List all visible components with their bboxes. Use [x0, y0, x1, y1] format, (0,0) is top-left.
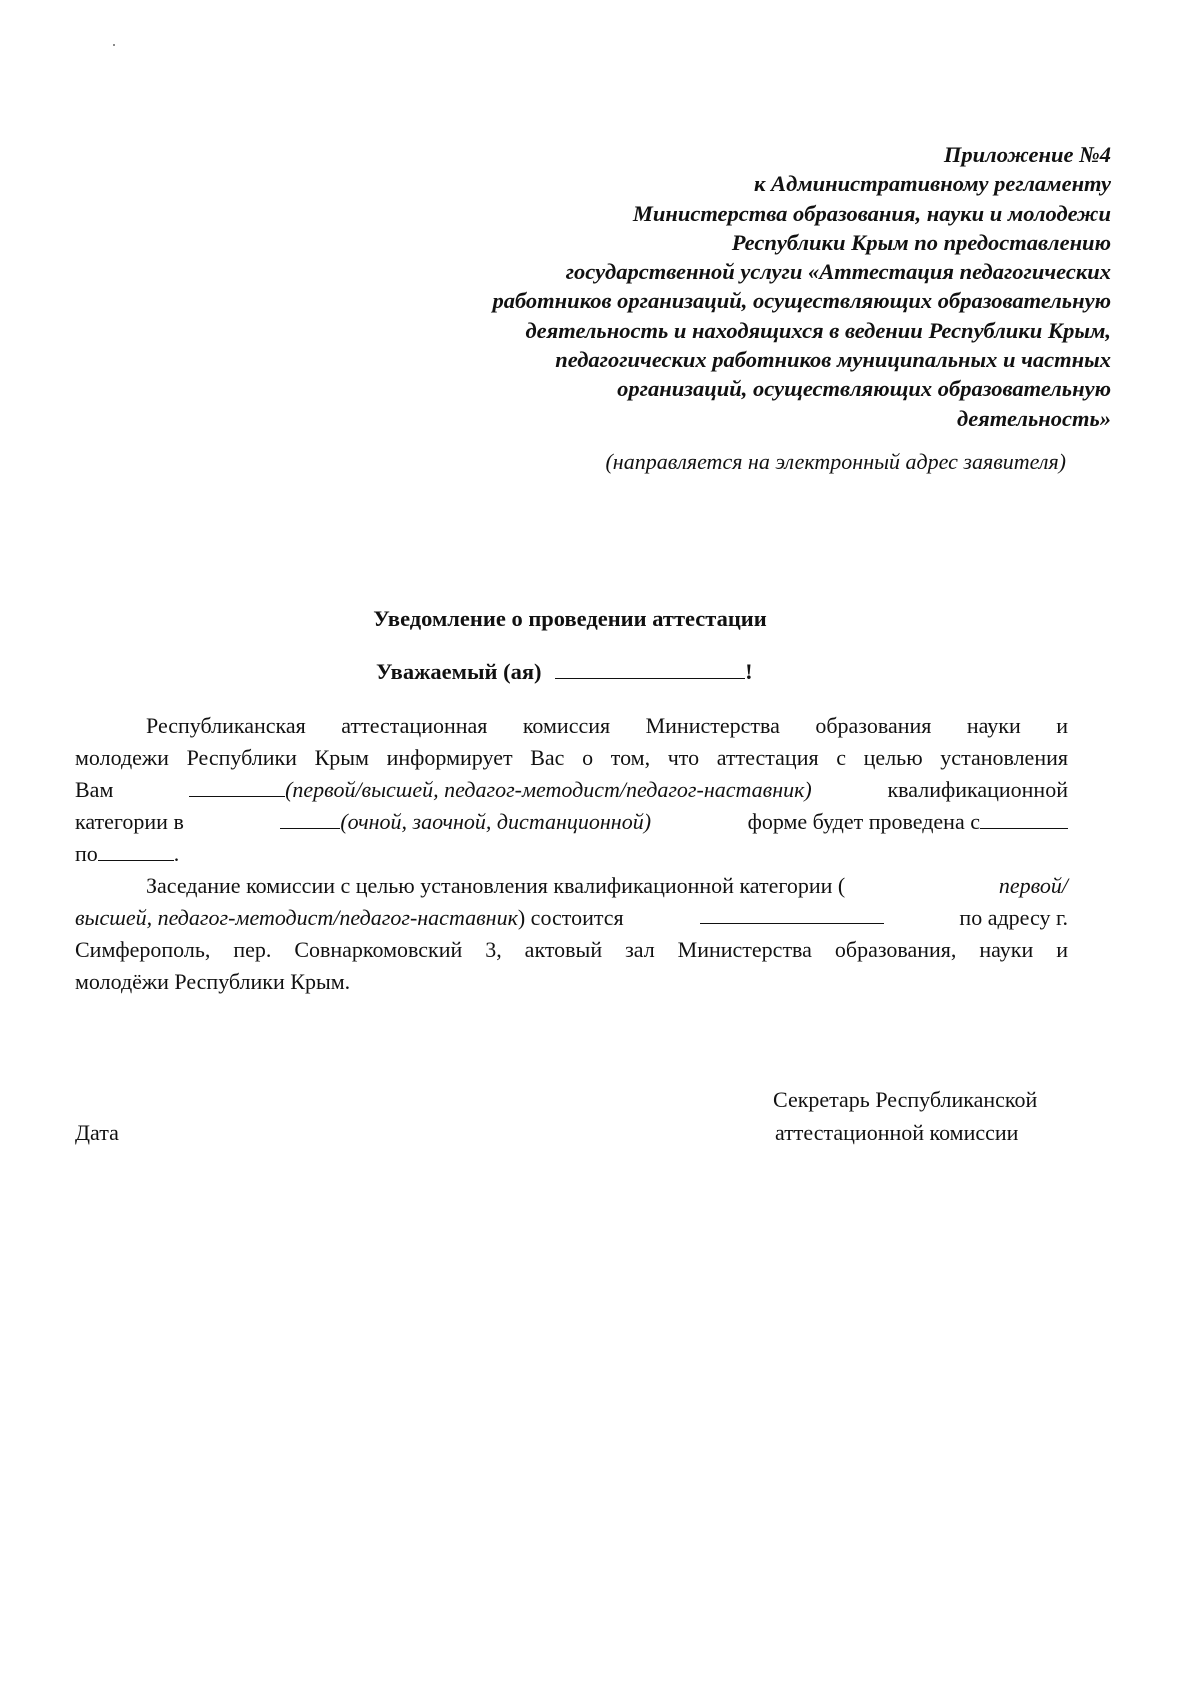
document-title: Уведомление о проведении аттестации — [373, 606, 767, 631]
form-blank[interactable] — [280, 810, 340, 829]
recipient-name-blank[interactable] — [555, 660, 745, 679]
category-options: (первой/высшей, педагог-методист/педагог-наставник) — [285, 777, 812, 802]
p2-text: Заседание комиссии с целью установления квалификационной категории ( — [146, 873, 846, 898]
date-from-group — [748, 809, 1068, 835]
paragraph1-line1 — [146, 713, 1068, 739]
greeting-prefix: Уважаемый (ая) — [376, 659, 542, 684]
p1-word: по — [75, 841, 98, 866]
p2-text: по адресу г. — [959, 905, 1068, 930]
form-blank-group — [280, 809, 651, 835]
appendix-line: к Административному регламенту — [754, 171, 1111, 197]
p1-word: Министерства — [645, 713, 780, 738]
date-to-blank[interactable] — [98, 842, 174, 861]
secretary-title-line1: Секретарь Республиканской — [773, 1087, 1038, 1112]
paragraph1-line2 — [75, 745, 1068, 771]
appendix-line: деятельность и находящихся в ведении Республики Крым, — [525, 317, 1111, 343]
p1-period: . — [173, 841, 180, 866]
appendix-line: организаций, осуществляющих образовательную — [617, 376, 1111, 402]
scan-speck — [113, 44, 115, 46]
paragraph2-line2 — [75, 905, 1068, 931]
delivery-note: (направляется на электронный адрес заявителя) — [605, 449, 1066, 474]
paragraph2-line3 — [75, 937, 1068, 963]
form-options: (очной, заочной, дистанционной) — [340, 809, 652, 834]
p1-word: аттестационная — [341, 713, 488, 738]
p1-word: образования — [815, 713, 932, 738]
paragraph1-line4 — [75, 809, 1068, 835]
paragraph2-line4 — [75, 969, 1068, 995]
category-blank[interactable] — [189, 778, 285, 797]
appendix-line: государственной услуги «Аттестация педагогических — [565, 259, 1111, 285]
p1-text: молодежи Республики Крым информирует Вас о том, что аттестация с целью установления — [75, 745, 1068, 770]
paragraph2-line1 — [146, 873, 1068, 899]
greeting-suffix: ! — [745, 659, 753, 684]
appendix-line: Министерства образования, науки и молодежи — [632, 200, 1111, 226]
p2-italic: высшей, педагог-методист/педагог-наставник — [75, 905, 518, 930]
p1-word: квалификационной — [887, 777, 1068, 802]
p2-text: Симферополь, пер. Совнаркомовский 3, актовый зал Министерства образования, науки и — [75, 937, 1068, 962]
appendix-line: Приложение №4 — [943, 142, 1111, 167]
date-label: Дата — [75, 1120, 119, 1145]
p1-word: и — [1056, 713, 1068, 738]
date-from-blank[interactable] — [980, 810, 1068, 829]
category-blank-group — [189, 777, 812, 803]
paragraph1-line5 — [75, 841, 1068, 867]
appendix-header — [391, 140, 1111, 433]
p1-word: науки — [966, 713, 1021, 738]
p2-text: молодёжи Республики Крым. — [75, 969, 351, 994]
paragraph1-line3 — [75, 777, 1068, 803]
greeting-line — [376, 659, 753, 685]
p1-word: категории в — [75, 809, 184, 834]
p2-text: ) состоится — [517, 905, 624, 930]
appendix-line: деятельность» — [957, 405, 1111, 431]
secretary-title-line2: аттестационной комиссии — [775, 1120, 1019, 1145]
p1-word: Республиканская — [146, 713, 306, 738]
p1-word: Вам — [75, 777, 114, 802]
p2-italic: первой/ — [998, 873, 1068, 898]
p1-word: форме будет проведена с — [747, 809, 980, 834]
p1-word: комиссия — [522, 713, 611, 738]
p2-group — [75, 905, 624, 931]
appendix-line: Республики Крым по предоставлению — [731, 229, 1111, 255]
appendix-line: педагогических работников муниципальных и частных — [555, 347, 1111, 373]
appendix-line: работников организаций, осуществляющих образовательную — [492, 288, 1111, 314]
meeting-date-blank[interactable] — [700, 905, 884, 924]
